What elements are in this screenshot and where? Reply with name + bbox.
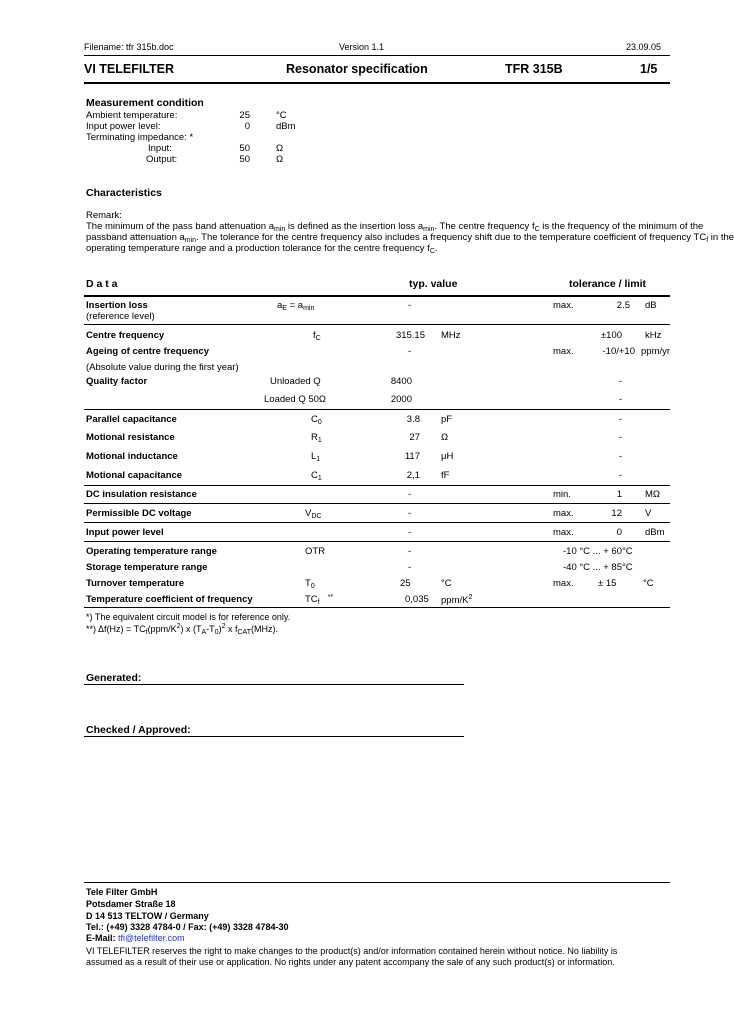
meas-unit: Ω: [276, 154, 284, 165]
tol-value: -10 °C ... + 60°C: [563, 546, 633, 557]
meas-value: 0: [244, 121, 250, 132]
param-symbol: $C_0$: [311, 414, 322, 426]
limit-type: min.: [553, 489, 571, 500]
date: 23.09.05: [626, 42, 662, 52]
limit-type: max.: [553, 300, 574, 311]
param-symbol: $f_C$: [313, 330, 321, 342]
tol-value: 1: [616, 489, 622, 500]
footnote-2: **) $\Delta f(Hz) = TC_f(ppm/K^2)$ x $(T_A-T_0)^2$ x $f_{CAT}(MHz)$.: [86, 623, 278, 636]
param-name: Motional capacitance: [86, 470, 183, 481]
typ-value: -: [408, 346, 412, 357]
limit-type: max.: [553, 508, 574, 519]
col-typ-header: typ. value: [409, 278, 458, 290]
tol-unit: dB: [645, 300, 657, 311]
row-rule: [84, 485, 670, 486]
typ-value: -: [408, 508, 412, 519]
filename: Filename: tfr 315b.doc: [84, 42, 174, 52]
typ-value: 315.15: [395, 330, 425, 341]
row-rule: [84, 607, 670, 608]
remark-line-3: operating temperature range and a production tolerance for the centre frequency $f_C$.: [86, 243, 438, 255]
tol-value: 12: [611, 508, 622, 519]
meas-value: 50: [239, 143, 250, 154]
col-tol-header: tolerance / limit: [569, 278, 647, 290]
param-note: (Absolute value during the first year): [86, 362, 239, 373]
param-name: Operating temperature range: [86, 546, 217, 557]
tol-value: ±100: [600, 330, 622, 341]
row-rule: [84, 503, 670, 504]
param-symbol: $a_E = a_{min}$: [277, 300, 315, 312]
footer-company: Tele Filter GmbH: [86, 887, 158, 897]
param-symbol: OTR: [305, 546, 326, 557]
remark-label: Remark:: [86, 210, 122, 221]
typ-unit: fF: [441, 470, 450, 481]
typ-value: 2000: [390, 394, 412, 405]
typ-value: -: [408, 562, 412, 573]
footer-street: Potsdamer Straße 18: [86, 899, 176, 909]
typ-value: 8400: [390, 376, 412, 387]
typ-value: -: [408, 527, 412, 538]
limit-type: max.: [553, 346, 574, 357]
typ-value: -: [408, 546, 412, 557]
typ-unit: Ω: [441, 432, 449, 443]
disclaimer-line-1: VI TELEFILTER reserves the right to make changes to the product(s) and/or information contained herein without notice. No liability is: [86, 946, 618, 956]
tol-value: -: [619, 470, 623, 481]
q-condition: Loaded Q 50Ω: [264, 394, 327, 405]
typ-value: -: [408, 489, 412, 500]
remark-line-1: The minimum of the pass band attenuation $a_{min}$ is defined as the insertion loss $a_{min}$. The centre frequency $f_C$ is the frequency of the minimum of the: [86, 221, 704, 233]
param-name: Turnover temperature: [86, 578, 185, 589]
company-title: VI TELEFILTER: [84, 62, 175, 76]
checked-label: Checked / Approved:: [86, 724, 191, 736]
param-name: Centre frequency: [86, 330, 165, 341]
param-name: Temperature coefficient of frequency: [86, 594, 253, 605]
row-rule: [84, 522, 670, 523]
disclaimer-line-2: assumed as a result of their use or application. No rights under any patent accompany the sale of any such product(s) or information.: [86, 957, 615, 967]
param-symbol: $R_1$: [311, 432, 322, 444]
tol-value: 0: [616, 527, 622, 538]
tol-value: -: [619, 376, 623, 387]
typ-value: 0,035: [405, 594, 429, 605]
meas-value: 25: [239, 110, 250, 121]
footnote-1: *) The equivalent circuit model is for reference only.: [86, 612, 291, 622]
meas-label: Input:: [148, 143, 172, 154]
meas-label: Terminating impedance: *: [86, 132, 194, 143]
tol-unit: dBm: [645, 527, 665, 538]
footer-email-line: E-Mail: tfi@telefilter.com: [86, 933, 185, 943]
typ-value: -: [408, 300, 412, 311]
col-data-header: D a t a: [86, 278, 118, 290]
meas-label: Output:: [146, 154, 178, 165]
param-name: Motional resistance: [86, 432, 175, 443]
tol-value: -: [619, 451, 623, 462]
typ-unit: °C: [441, 578, 452, 589]
measurement-title: Measurement condition: [86, 97, 204, 109]
tol-value: 2.5: [616, 300, 630, 311]
param-note: (reference level): [86, 311, 155, 322]
typ-unit: pF: [441, 414, 453, 425]
generated-signature-line: [84, 684, 464, 685]
generated-label: Generated:: [86, 672, 142, 684]
tol-value: -40 °C ... + 85°C: [563, 562, 633, 573]
part-number: TFR 315B: [505, 62, 563, 76]
characteristics-title: Characteristics: [86, 187, 162, 199]
tol-value: -: [619, 414, 623, 425]
param-symbol: $TC_f^{**}$: [305, 594, 334, 606]
meas-unit: Ω: [276, 143, 284, 154]
param-symbol: $V_{DC}$: [305, 508, 322, 520]
param-name: Storage temperature range: [86, 562, 208, 573]
meas-unit: dBm: [276, 121, 296, 132]
footer-phone: Tel.: (+49) 3328 4784-0 / Fax: (+49) 3328 4784-30: [86, 922, 289, 932]
typ-unit: MHz: [441, 330, 461, 341]
param-name: DC insulation resistance: [86, 489, 197, 500]
param-name: Insertion loss: [86, 300, 148, 311]
limit-type: max.: [553, 578, 574, 589]
row-rule: [84, 409, 670, 410]
footer-rule: [84, 882, 670, 883]
typ-unit: μH: [441, 451, 454, 462]
version: Version 1.1: [339, 42, 385, 52]
tol-value: -: [619, 432, 623, 443]
q-condition: Unloaded Q: [270, 376, 321, 387]
tol-unit: MΩ: [645, 489, 661, 500]
param-name: Motional inductance: [86, 451, 178, 462]
typ-value: 2,1: [406, 470, 420, 481]
meas-unit: °C: [276, 110, 287, 121]
param-name: Parallel capacitance: [86, 414, 177, 425]
tol-unit: kHz: [645, 330, 662, 341]
tol-value: ± 15: [598, 578, 617, 589]
title-rule: [84, 82, 670, 84]
typ-value: 117: [404, 451, 420, 462]
param-symbol: $T_0$: [305, 578, 315, 590]
doc-title: Resonator specification: [286, 62, 428, 76]
checked-signature-line: [84, 736, 464, 737]
tol-unit: °C: [643, 578, 654, 589]
email-link[interactable]: tfi@telefilter.com: [118, 933, 185, 943]
typ-value: 25: [400, 578, 411, 589]
row-rule: [84, 324, 670, 325]
param-symbol: $L_1$: [311, 451, 321, 463]
page-number: 1/5: [640, 62, 658, 76]
meas-value: 50: [239, 154, 250, 165]
limit-type: max.: [553, 527, 574, 538]
footer-city: D 14 513 TELTOW / Germany: [86, 911, 209, 921]
tol-unit: ppm/yr: [641, 346, 671, 357]
tol-value: -: [619, 394, 623, 405]
table-header-rule: [84, 295, 670, 297]
param-symbol: $C_1$: [311, 470, 322, 482]
param-name: Permissible DC voltage: [86, 508, 192, 519]
typ-value: 27: [409, 432, 420, 443]
meas-label: Ambient temperature:: [86, 110, 178, 121]
row-rule: [84, 541, 670, 542]
header-rule: [84, 55, 670, 56]
meas-label: Input power level:: [86, 121, 161, 132]
typ-value: 3.8: [406, 414, 420, 425]
param-name: Ageing of centre frequency: [86, 346, 209, 357]
tol-unit: V: [645, 508, 652, 519]
param-name: Quality factor: [86, 376, 148, 387]
typ-unit: ppm/$K^2$: [441, 594, 473, 606]
param-name: Input power level: [86, 527, 164, 538]
remark-line-2: passband attenuation $a_{min}$. The tolerance for the centre frequency also includes a frequency shift due to the temperature coefficient of frequency $TC_f$ in the: [86, 232, 734, 244]
tol-value: -10/+10: [602, 346, 635, 357]
